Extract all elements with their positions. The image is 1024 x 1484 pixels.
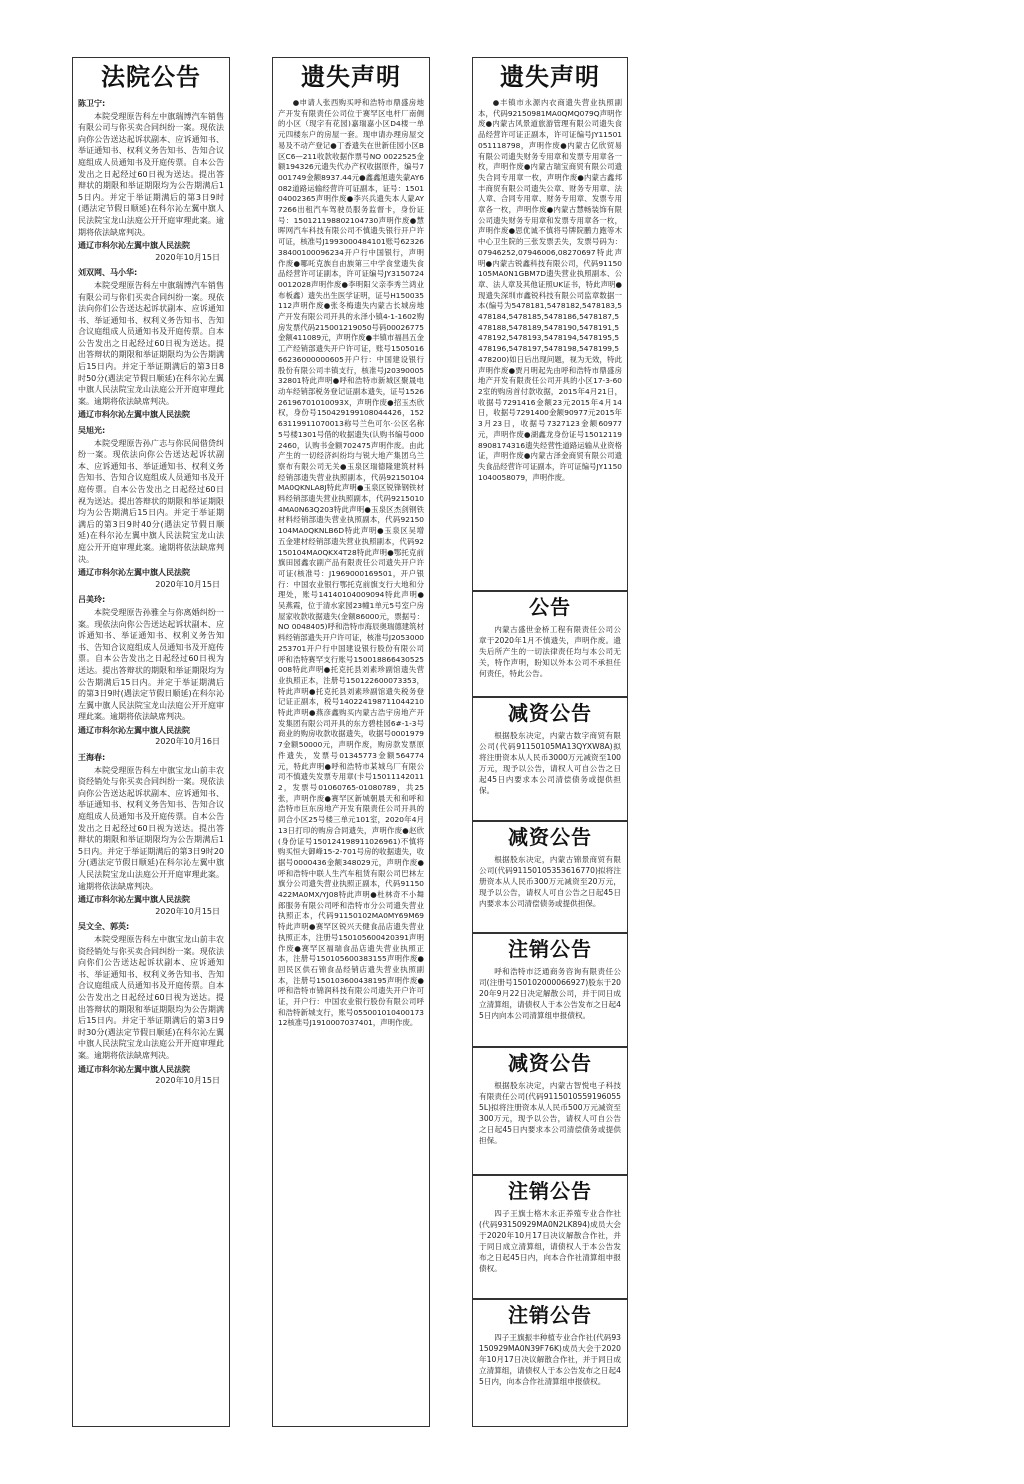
- col3-box-7: [472, 1175, 628, 1299]
- col3-box-body: 根据股东决定，内蒙古数字商贸有限公司(代码91150105MA13QYXW8A)拟将注册资本从人民币3000万元减资至100万元，现予以公告，请权人可自公告之日起45日内要求本公司清偿债务或提供担保。: [479, 731, 621, 795]
- court-notice-entry: [73, 594, 229, 748]
- court-notice-body: 本院受理原告科左中旗宝龙山前丰农资经销处与你买卖合同纠纷一案。现依法向你们公告送达起诉状副本、应诉通知书、举证通知书、权利义务告知书、告知合议庭组成人员通知书及开庭传票。自本公告发出之日起经过60日视为送达。提出答辩状的期限和举证期限均为公告期满后15日内。并定于举证期满后的第3日9时30分(遇法定节假日顺延)在科尔沁左翼中旗人民法院宝龙山法庭公开开庭审理此案。逾期将依法缺席判决。: [78, 934, 224, 1060]
- col3-box-title: 注销公告: [508, 1179, 592, 1203]
- col3-box-body-wrap: [473, 1208, 627, 1274]
- court-notice-addressee: 吴文全、郭英:: [78, 922, 130, 932]
- court-notice-body: 本院受理原告孙雅全与你离婚纠纷一案。现依法向你公告送达起诉状副本、应诉通知书、举证通知书、权利义务告知书、告知合议庭组成人员通知书及开庭传票。自本公告发出之日起经过60日视为送达。提出答辩状的期限和举证期限均为公告期满后15日内。并定于举证期满后的第3日9时(遇法定节假日顺延)在科尔沁左翼中旗人民法院宝龙山法庭公开开庭审理此案。逾期将依法缺席判决。: [78, 607, 224, 722]
- col3-box-title: 公告: [529, 595, 571, 619]
- lost-statement-body: ●申请人张西购买呼和浩特市鼎盛房地产开发有限责任公司位于赛罕区电杆厂南侧的小区（现字有花园)嘉瑞嘉小区D4楼一单元四楼东户的房屋一套。现申请办理房屋交易及不动产登记●丁香遗失在世新佳园小区B区C6—211收款收据作票号NO 0022525金额194326元遗失代办产权收据原件，编号7001749金额8937.44元●鑫鑫旭遗失蒙AY6082道路运输经营许可证副本，证号：150104002365声明作废●李兴兵遗失本人蒙AY7266出租汽车驾驶员服务监督卡，身份证号：150121198802104730声明作废●慧晖网汽车科技有限公司不慎遗失银行开户许可证，核准号J1993000484101账号6232638400100096234开户行中国银行，声明作废●哪吒克族自由族第三中学食堂遗失食品经营许可证副本，许可证编号JY31507240012028声明作废●李明阳父亲李秀兰鸿业布板鑫）遗失出生医学证明，证号H150035112声明作废●张冬梅遗失内蒙古长城房地产开发有限公司开具的永泽小镇4-1-1602购房发票代码215001219050号码00026775金额411089元，声明作废●丰镇市福昌五金工产经销部遗失开户许可证，账号150501666236000000605开户行：中国建设银行股份有限公司丰镇支行，核准号J2039000532801特此声明●呼和浩特市新城区聚晟电动车经销部税务登记证副本遗失，证号152626196701010093X，声明作废●招玉杰欣权，身份号150429199108044426，15263119911070013称号兰色可尔·公区名称5号楼1301号借的收据遗失(认购书编号0002460，认购书金额702475声明作废。由此产生的一切经济纠纷均与锐大地产集团乌兰察布有限公司无关●玉泉区瑞德隆建筑材料经销部遗失营业执照副本，代码92150104MA0QKNLA8J特此声明●玉泉区锐锋钢铁材料经销部遗失营业执照副本，代码92150104MA0N63Q203特此声明●玉泉区杰剑钢铁材料经销部遗失营业执照副本，代码92150104MA0QKNLB6D特此声明●玉泉区吴增五金建材经销部遗失营业执照副本，代码92150104MA0QKX4T28特此声明●鄂托克前旗田园鑫农副产品有限责任公司遗失开户许可证(核准号：J1969000169501，开户银行：中国农业银行鄂托克前旗支行大地和分理处，账号14140104009094特此声明●吴燕霞，位于清水家园23幢1单元5号室户房屋家收款收据遗失(金额86000元，票据号：NO 0048405)呼和浩特市海辰奥瑞德建筑材料经销部遗失开户许可证，核准号J2053000253701开户行中国建设银行股份有限公司呼和浩特赛罕支行账号150018866430525008特此声明●托克托县刘素珍副馆遗失营业执照正本，注册号150122600073353，特此声明●托克托县刘素珍副馆遗失税务登记证正副本，税号140224198711044210特此声明●燕彦鑫购买内蒙古浩宇房地产开发集团有限公司开具的东方碧桂园6#-1-3号商业的购房收款收据遗失，收据号00019797金额50000元，声明作废，购房款发票原件遗失，发票号01345773金额564774元，特此声明●呼和浩特市某城乌厂有限公司不慎遗失发票专用章(卡号150111420112，发票号01060765-01080789，共25张，声明作废●赛罕区新城朝晨天和和呼和浩特市巨东房地产开发有限责任公司开具的同合小区25号楼三单元101室，2020年4月13日打印的购房合同遗失，声明作废●赵欣(身份证号150124198911026961)不慎将购买恒大御峰15-2-701号房的收据遗失，收据号0000436金额348029元，声明作废●呼和浩特中联人生汽车租赁有限公司巴林左旗分公司遗失营业执照正副本，代码91150422MA0MX/YJ08特此声明●杜林奇不小舞郎服务有限公司呼和浩特市分公司遗失营业执照正本，代码91150102MA0MY69M69特此声明●赛罕区锐兴天健食品店遗失营业执照正本，注册号150105600420391声明作废●赛罕区福瑞食品店遗失营业执照正本，注册号150105600383155声明作废●回民区供石锦食品经销店遗失营业执照副本，注册号150103600438195声明作废●呼和浩特市锦润科技有限公司遗失开户许可证，开户行：中国农业银行股份有限公司呼和浩特新城支行，账号05500101040017312核准号J1910007037401，声明作废。: [278, 98, 424, 1028]
- col3-box-8: [472, 1299, 628, 1427]
- col3-box-3: [472, 697, 628, 821]
- court-notice-addressee: 刘双网、马小华:: [78, 268, 138, 278]
- court-notice-body: 本院受理原告孙广志与你民间借贷纠纷一案。现依法向你公告送达起诉状副本、应诉通知书、举证通知书、权利义务告知书、告知合议庭组成人员通知书及开庭传票。自本公告发出之日起经过60日视为送达。提出答辩状的期限和举证期限均为公告期满后15日内。并定于举证期满后的第3日9时40分(遇法定节假日顺延)在科尔沁左翼中旗人民法院宝龙山法庭公开开庭审理此案。逾期将依法缺席判决。: [78, 438, 224, 564]
- court-notice-body: 本院受理原告科左中旗宝龙山前丰农资经销处与你买卖合同纠纷一案。现依法向你公告送达起诉状副本、应诉通知书、举证通知书、权利义务告知书、告知合议庭组成人员通知书及开庭传票。自本公告发出之日起经过60日视为送达。提出答辩状的期限和举证期限均为公告期满后15日内。并定于举证期满后的第3日9时20分(遇法定节假日顺延)在科尔沁左翼中旗人民法院宝龙山法庭公开开庭审理此案。逾期将依法缺席判决。: [78, 765, 224, 891]
- court-notice-signature: 通辽市科尔沁左翼中旗人民法院: [78, 895, 190, 905]
- court-notice-date: 2020年10月15日: [155, 906, 220, 916]
- lost-statement-body-wrap: [273, 98, 429, 1029]
- col3-box-title: 注销公告: [508, 1303, 592, 1327]
- court-notice-title: 法院公告: [101, 63, 201, 91]
- court-notice-entry: [73, 425, 229, 590]
- col3-box-body: 根据股东决定，内蒙古锦景商贸有限公司(代码91150105353616770)拟将注册资本从人民币300万元减资至20万元，现予以公告，请权人可自公告之日起45日内要求本公司清偿债务或提供担保。: [479, 855, 621, 908]
- col3-box-title: 注销公告: [508, 937, 592, 961]
- court-notice-body: 本院受理原告科左中旗瑞博汽车销售有限公司与你们买卖合同纠纷一案。现依法向你们公告送达起诉状副本、应诉通知书、举证通知书、权利义务告知书、告知合议庭组成人员通知书及开庭传票。自本公告发出之日起经过60日视为送达。提出答辩状的期限和举证期限均为公告期满后15日内。并定于举证期满后的第3日8时50分(遇法定节假日顺延)在科尔沁左翼中旗人民法院宝龙山法庭公开开庭审理此案。逾期将依法缺席判决。: [78, 280, 224, 406]
- col3-box-body: 内蒙古盛世金桥工程有限责任公司公章于2020年1月不慎遗失，声明作废。遗失后所产生的一切法律责任均与本公司无关，特作声明，盼知以外本公司不承担任何责任，特此公告。: [479, 625, 621, 678]
- court-notice-signature: 通辽市科尔沁左翼中旗人民法院: [78, 241, 190, 251]
- court-notice-entry: [73, 752, 229, 917]
- col3-box-body: 四子王旗士格木永正养殖专业合作社(代码93150929MA0N2LK894)成员大会于2020年10月17日决议解散合作社，并于同日成立清算组，请债权人于本公告发布之日起45日内，向本合作社清算组申报债权。: [479, 1209, 621, 1273]
- col3-box-4: [472, 821, 628, 933]
- col3-box-body-wrap: [473, 624, 627, 679]
- court-notice-signature: 通辽市科尔沁左翼中旗人民法院: [78, 725, 190, 735]
- court-notice-date: 2020年10月15日: [155, 1076, 220, 1086]
- col3-box-body: 根据股东决定，内蒙古智悦电子科技有限责任公司(代码91150105591960555L)拟将注册资本从人民币500万元减资至300万元，现予以公告，请权人可自公告之日起45日内要求本公司清偿债务或提供担保。: [479, 1081, 621, 1145]
- court-notice-entry: [73, 921, 229, 1086]
- court-notice-body: 本院受理原告科左中旗瑞博汽车销售有限公司与你买卖合同纠纷一案。现依法向你公告送达起诉状副本、应诉通知书、举证通知书、权利义务告知书、告知合议庭组成人员通知书及开庭传票。自本公告发出之日起经过60日视为送达。提出答辩状的期限和举证期限均为公告期满后15日内。并定于举证期满后的第3日9时(遇法定节假日顺延)在科尔沁左翼中旗人民法院宝龙山法庭公开开庭审理此案。逾期将依法缺席判决。: [78, 111, 224, 237]
- col3-box-body: ●丰镇市永源内衣商遗失营业执照副本，代码92150981MA0QMQ079Q声明作废●内蒙古风景道旅游管理有限公司遗失食品经营许可证正副本，许可证编号JY11501051118798，声明作废●内蒙古亿欣贸易有限公司遗失财务专用章和发票专用章各一枚，声明作废●内蒙古瑞宝商贸有限公司遗失合同专用章一枚，声明作废●内蒙古鑫邦丰商贸有限公司遗失公章、财务专用章、法人章、合同专用章、财务专用章、发票专用章各一枚，声明作废●内蒙古慧畅装饰有限公司遗失财务专用章和发票专用章各一枚，声明作废●思优诚不慎将号牌院鹏力跑等木中心卫生院的三张发票丢失，发票号码为：07946252,07946006,08270697特此声明●内蒙古锐鑫科技有限公司，代码91150105MA0N1GBM7D遗失营业执照副本、公章、法人章及其他证照UK证书，特此声明●现遗失深圳市鑫锐科技有限公司监章数据一本(编号为5478181,5478182,5478183,5478184,5478185,5478186,5478187,5478188,5478189,5478190,5478191,5478192,5478193,5478194,5478195,5478196,5478197,5478198,5478199,5478200)如日后出现问题，视为无效，特此声明作废●贾月明起先由呼和浩特市鼎盛房地产开发有限责任公司开具的小区17-3-602室的购房首付款收据，2015年4月21日，收据号7291416金额23元2015年4月14日，收据号7291400金额90977元2015年3月23日，收据号7327123金额60977元，声明作废●湖鑫龙身份证号150121198908174316遗失经营性道路运输从业资格证，声明作废●内蒙古泽金商贸有限公司遗失食品经营许可证副本，许可证编号JY11501040058079，声明作废。: [478, 98, 622, 482]
- col3-box-body: 四子王旗振丰种植专业合作社(代码93150929MA0N39F76K)成员大会于2020年10月17日决议解散合作社，并于同日成立清算组，请债权人于本公告发布之日起45日内，向本合作社清算组申报债权。: [479, 1333, 621, 1386]
- col3-box-title: 遗失声明: [500, 63, 600, 91]
- col3-box-body-wrap: [473, 1080, 627, 1146]
- col3-box-5: [472, 933, 628, 1047]
- col3-box-1: [472, 57, 628, 591]
- lost-statement-column: [272, 57, 430, 1427]
- col3-box-body-wrap: [473, 966, 627, 1021]
- col3-box-body-wrap: [473, 1332, 627, 1387]
- col3-box-body-wrap: [473, 854, 627, 909]
- court-notice-date: 2020年10月15日: [155, 252, 220, 262]
- col3-box-title: 减资公告: [508, 701, 592, 725]
- court-notice-list: [73, 98, 229, 1087]
- court-notice-signature: 通辽市科尔沁左翼中旗人民法院: [78, 568, 190, 578]
- lost-statement-title: 遗失声明: [301, 63, 401, 91]
- court-notice-addressee: 吴旭光:: [78, 426, 106, 436]
- court-notice-entry: [73, 267, 229, 421]
- court-notice-addressee: 陈卫宁:: [78, 99, 106, 108]
- court-notice-signature: 通辽市科尔沁左翼中旗人民法院: [78, 1064, 190, 1074]
- court-notice-entry: [73, 98, 229, 263]
- court-notice-signature: 通辽市科尔沁左翼中旗人民法院: [78, 410, 190, 420]
- court-notice-date: 2020年10月15日: [155, 579, 220, 589]
- col3-box-6: [472, 1047, 628, 1175]
- court-notice-date: 2020年10月16日: [155, 737, 220, 747]
- col3-box-2: [472, 591, 628, 697]
- col3-box-title: 减资公告: [508, 1051, 592, 1075]
- court-notice-addressee: 王海春:: [78, 753, 106, 763]
- court-notice-column: [72, 57, 230, 1427]
- col3-box-body-wrap: [473, 730, 627, 796]
- col3-box-body: 呼和浩特市泛通商务咨询有限责任公司(注册号150102000066927)股东于2020年9月22日决定解散公司，并于同日成立清算组，请债权人于本公告发布之日起45日内向本公司清算组申报债权。: [479, 967, 621, 1020]
- court-notice-addressee: 吕美玲:: [78, 595, 106, 605]
- col3-box-body-wrap: [473, 98, 627, 483]
- col3-box-title: 减资公告: [508, 825, 592, 849]
